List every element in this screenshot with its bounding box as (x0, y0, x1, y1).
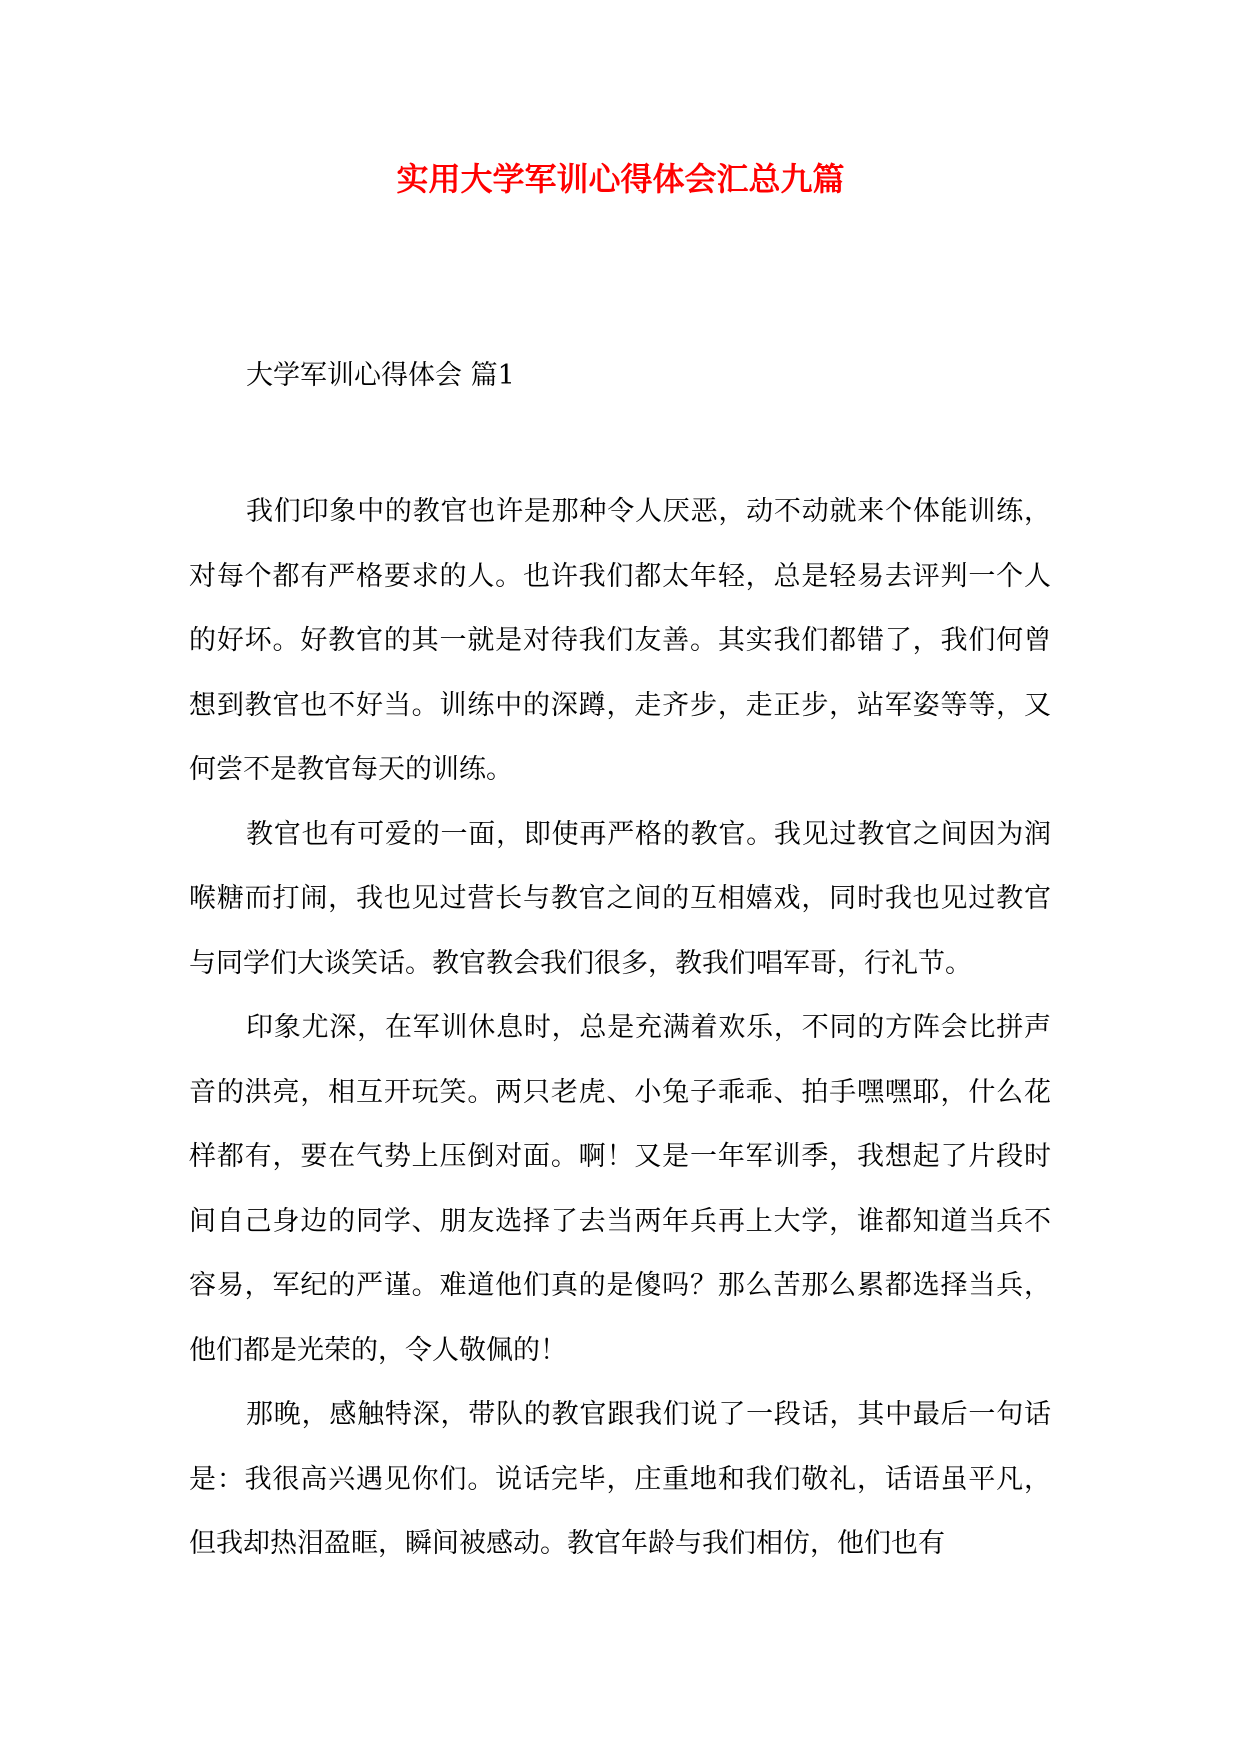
section-heading: 大学军训心得体会 篇1 (246, 360, 515, 391)
paragraph: 那晚，感触特深，带队的教官跟我们说了一段话，其中最后一句话是：我很高兴遇见你们。说话完毕，庄重地和我们敬礼，话语虽平凡，但我却热泪盈眶，瞬间被感动。教官年龄与我们相仿，他们也有 (189, 1399, 1051, 1559)
paragraph: 教官也有可爱的一面，即使再严格的教官。我见过教官之间因为润喉糖而打闹，我也见过营长与教官之间的互相嬉戏，同时我也见过教官与同学们大谈笑话。教官教会我们很多，教我们唱军哥，行礼节。 (189, 818, 1051, 979)
document-body (189, 480, 1051, 1577)
document-title: 实用大学军训心得体会汇总九篇 (396, 160, 845, 198)
paragraph: 我们印象中的教官也许是那种令人厌恶，动不动就来个体能训练，对每个都有严格要求的人。也许我们都太年轻，总是轻易去评判一个人的好坏。好教官的其一就是对待我们友善。其实我们都错了，我们何曾想到教官也不好当。训练中的深蹲，走齐步，走正步，站军姿等等，又何尝不是教官每天的训练。 (189, 496, 1051, 785)
paragraph: 印象尤深，在军训休息时，总是充满着欢乐，不同的方阵会比拼声音的洪亮，相互开玩笑。两只老虎、小兔子乖乖、拍手嘿嘿耶，什么花样都有，要在气势上压倒对面。啊！又是一年军训季，我想起了片段时间自己身边的同学、朋友选择了去当两年兵再上大学，谁都知道当兵不容易，军纪的严谨。难道他们真的是傻吗？那么苦那么累都选择当兵，他们都是光荣的，令人敬佩的！ (189, 1012, 1051, 1366)
